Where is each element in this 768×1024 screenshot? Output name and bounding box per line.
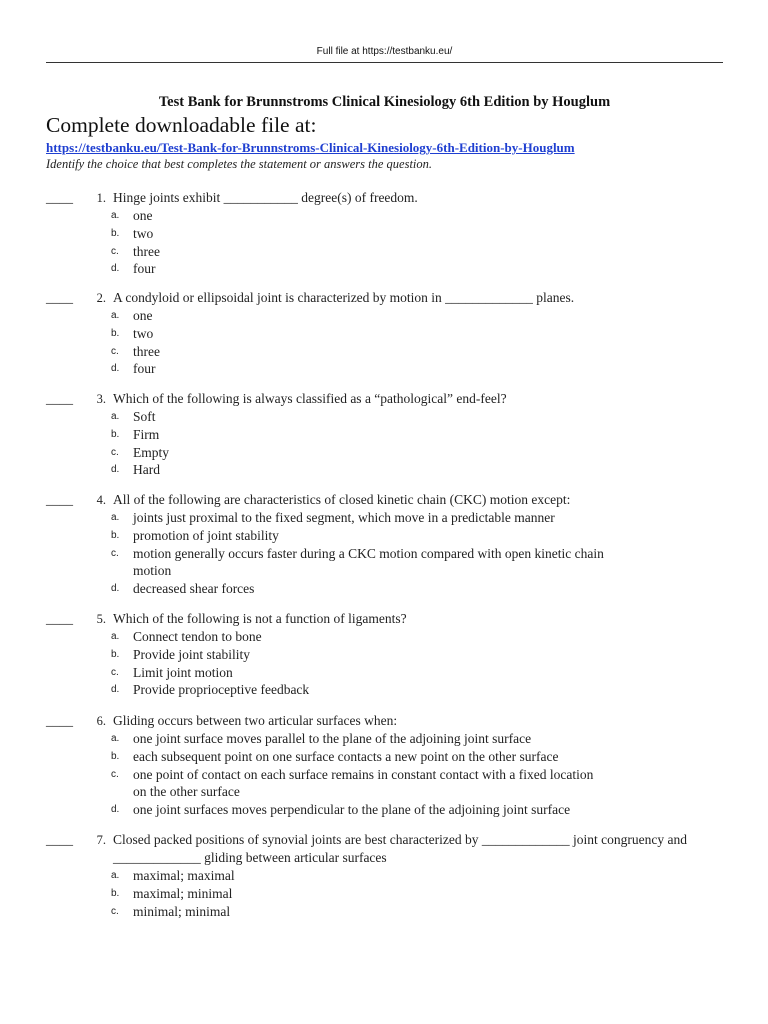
question-text: Gliding occurs between two articular surfaces when: <box>113 713 398 728</box>
choice-letter: d. <box>111 804 120 816</box>
choice-text: Firm <box>133 426 160 442</box>
choice-letter: b. <box>111 750 120 762</box>
answer-blank: ____ <box>46 290 73 305</box>
choice-text: joints just proximal to the fixed segment, which move in a predictable manner <box>133 510 555 525</box>
document-title: Test Bank for Brunnstroms Clinical Kinesiology 6th Edition by Houglum <box>158 94 611 110</box>
choice-list <box>111 307 736 378</box>
choice-letter: b. <box>111 529 120 541</box>
choice-item <box>111 509 736 527</box>
choice-letter: a. <box>111 631 120 642</box>
question-text: Which of the following is not a function of ligaments? <box>113 611 407 626</box>
question-text: Which of the following is always classified as a “pathological” end-feel? <box>113 391 507 406</box>
question-number: 4. <box>96 493 106 507</box>
choice-item <box>111 646 736 664</box>
answer-blank: ____ <box>46 190 73 205</box>
choice-text: one joint surface moves parallel to the plane of the adjoining joint surface <box>133 731 532 746</box>
choice-letter: a. <box>111 210 120 221</box>
choice-item <box>111 545 736 581</box>
choice-letter: a. <box>111 411 120 422</box>
choice-letter: c. <box>111 547 119 559</box>
question-number: 5. <box>96 612 106 626</box>
choice-text: one joint surfaces moves perpendicular to the plane of the adjoining joint surface <box>133 802 571 818</box>
question-1 <box>46 189 736 278</box>
choice-item <box>111 461 736 479</box>
choice-text: one <box>133 208 153 223</box>
header-divider <box>46 62 723 63</box>
choice-text: maximal; minimal <box>133 885 233 901</box>
choice-text: Hard <box>133 462 160 478</box>
choice-letter: d. <box>111 363 120 375</box>
question-number: 6. <box>96 714 106 728</box>
question-2 <box>46 289 736 378</box>
choice-list <box>111 867 736 920</box>
choice-letter: d. <box>111 583 120 595</box>
choice-text: maximal; maximal <box>133 868 235 883</box>
answer-blank: ____ <box>46 611 73 626</box>
choice-item <box>111 730 736 748</box>
choice-item <box>111 426 736 444</box>
choice-item <box>111 664 736 682</box>
choice-letter: b. <box>111 327 120 339</box>
answer-blank: ____ <box>46 492 73 507</box>
choice-text: one point of contact on each surface remains in constant contact with a fixed location on the other surface <box>133 766 594 800</box>
choice-letter: d. <box>111 464 120 476</box>
choice-text: three <box>133 243 160 259</box>
question-7 <box>46 831 736 920</box>
choice-text: motion generally occurs faster during a CKC motion compared with open kinetic chain motion <box>133 545 604 579</box>
choice-text: four <box>133 361 156 377</box>
choice-letter: c. <box>111 345 119 357</box>
choice-letter: a. <box>111 733 120 744</box>
question-number: 3. <box>96 392 106 406</box>
choice-item <box>111 527 736 545</box>
choice-text: each subsequent point on one surface contacts a new point on the other surface <box>133 748 559 764</box>
choice-item <box>111 867 736 885</box>
choice-letter: a. <box>111 512 120 523</box>
choice-item <box>111 628 736 646</box>
question-number: 7. <box>96 833 106 847</box>
choice-letter: c. <box>111 905 119 917</box>
choice-list <box>111 408 736 479</box>
choice-letter: d. <box>111 684 120 696</box>
question-text: All of the following are characteristics of closed kinetic chain (CKC) motion except: <box>113 492 571 507</box>
question-text: Hinge joints exhibit ___________ degree(s) of freedom. <box>113 190 418 205</box>
choice-item <box>111 260 736 278</box>
choice-list <box>111 628 736 699</box>
choice-item <box>111 307 736 325</box>
choice-text: promotion of joint stability <box>133 527 279 543</box>
choice-text: two <box>133 225 154 241</box>
choice-item <box>111 207 736 225</box>
choice-letter: c. <box>111 446 119 458</box>
choice-letter: a. <box>111 310 120 321</box>
question-4 <box>46 491 736 598</box>
choice-item <box>111 408 736 426</box>
choice-text: one <box>133 308 153 323</box>
choice-letter: b. <box>111 428 120 440</box>
answer-blank: ____ <box>46 391 73 406</box>
answer-blank: ____ <box>46 713 73 728</box>
choice-letter: c. <box>111 768 119 780</box>
question-number: 1. <box>96 191 106 205</box>
choice-letter: c. <box>111 245 119 257</box>
choice-item <box>111 360 736 378</box>
choice-item <box>111 681 736 699</box>
choice-item <box>111 903 736 921</box>
document-subtitle: Complete downloadable file at: <box>46 113 317 137</box>
question-number: 2. <box>96 291 106 305</box>
choice-text: Empty <box>133 444 169 460</box>
choice-item <box>111 801 736 819</box>
choice-text: Provide joint stability <box>133 646 250 662</box>
page-header: Full file at https://testbanku.eu/ <box>316 46 453 57</box>
choice-text: four <box>133 261 156 277</box>
choice-item <box>111 343 736 361</box>
question-3 <box>46 390 736 479</box>
choice-letter: c. <box>111 666 119 678</box>
choice-text: Provide proprioceptive feedback <box>133 682 310 698</box>
choice-item <box>111 766 736 802</box>
choice-text: Connect tendon to bone <box>133 629 262 644</box>
choice-item <box>111 325 736 343</box>
choice-list <box>111 730 736 819</box>
choice-text: three <box>133 343 160 359</box>
question-text: Closed packed positions of synovial joints are best characterized by _____________ joint congruency and _____________ gliding between articular surfaces <box>113 832 691 865</box>
download-link[interactable]: https://testbanku.eu/Test-Bank-for-Brunnstroms-Clinical-Kinesiology-6th-Edition-by-Houglum <box>46 140 575 155</box>
choice-text: Limit joint motion <box>133 664 233 680</box>
question-6 <box>46 712 736 819</box>
question-text: A condyloid or ellipsoidal joint is characterized by motion in _____________ planes. <box>113 290 575 305</box>
instructions-text: Identify the choice that best completes the statement or answers the question. <box>46 157 433 171</box>
choice-letter: b. <box>111 887 120 899</box>
choice-letter: d. <box>111 263 120 275</box>
choice-text: Soft <box>133 409 156 424</box>
choice-letter: b. <box>111 227 120 239</box>
choice-list <box>111 207 736 278</box>
choice-item <box>111 885 736 903</box>
answer-blank: ____ <box>46 832 73 847</box>
choice-text: decreased shear forces <box>133 581 255 597</box>
choice-item <box>111 444 736 462</box>
choice-item <box>111 243 736 261</box>
choice-letter: a. <box>111 870 120 881</box>
choice-item <box>111 580 736 598</box>
choice-list <box>111 509 736 598</box>
choice-text: two <box>133 325 154 341</box>
choice-text: minimal; minimal <box>133 903 231 919</box>
choice-letter: b. <box>111 648 120 660</box>
question-5 <box>46 610 736 699</box>
choice-item <box>111 225 736 243</box>
choice-item <box>111 748 736 766</box>
